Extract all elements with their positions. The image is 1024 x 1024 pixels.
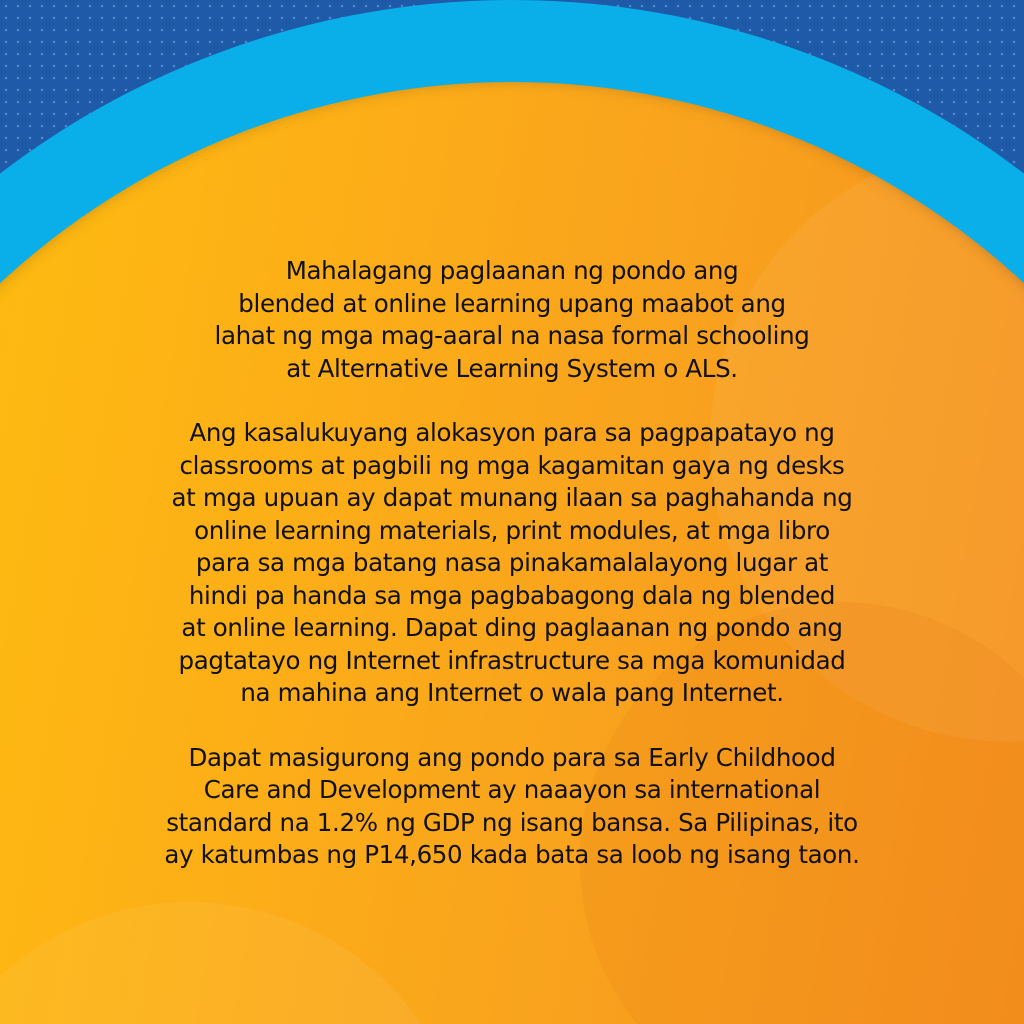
text-line: at Alternative Learning System o ALS. [286, 353, 738, 383]
text-line: at online learning. Dapat ding paglaanan ng pondo ang [181, 613, 843, 642]
paragraph-1 [80, 255, 944, 385]
text-line: classrooms at pagbili ng mga kagamitan gaya ng desks [179, 450, 845, 480]
text-line: hindi pa handa sa mga pagbabagong dala ng blended [188, 580, 836, 610]
text-line: at mga upuan ay dapat munang ilaan sa paghahanda ng [171, 483, 853, 512]
text-line: blended at online learning upang maabot ang [238, 288, 786, 318]
text-line: na mahina ang Internet o wala pang Internet. [240, 678, 784, 707]
text-line: online learning materials, print modules, at mga libro [194, 515, 830, 545]
text-line: para sa mga batang nasa pinakamalalayong lugar at [195, 548, 829, 577]
text-line: lahat ng mga mag-aaral na nasa formal schooling [214, 321, 810, 350]
text-line: Care and Development ay naaayon sa international [203, 775, 821, 804]
text-line: Dapat masigurong ang pondo para sa Early Childhood [188, 742, 836, 772]
paragraph-3 [80, 742, 944, 872]
text-line: Ang kasalukuyang alokasyon para sa pagpapatayo ng [189, 418, 835, 447]
body-text [80, 255, 944, 904]
text-line: pagtatayo ng Internet infrastructure sa mga komunidad [178, 645, 846, 675]
text-line: standard na 1.2% ng GDP ng isang bansa. Sa Pilipinas, ito [166, 807, 858, 837]
background-shape [0, 902, 470, 1024]
text-line: ay katumbas ng P14,650 kada bata sa loob ng isang taon. [164, 840, 860, 869]
paragraph-2 [80, 417, 944, 710]
text-line: Mahalagang paglaanan ng pondo ang [285, 256, 739, 285]
